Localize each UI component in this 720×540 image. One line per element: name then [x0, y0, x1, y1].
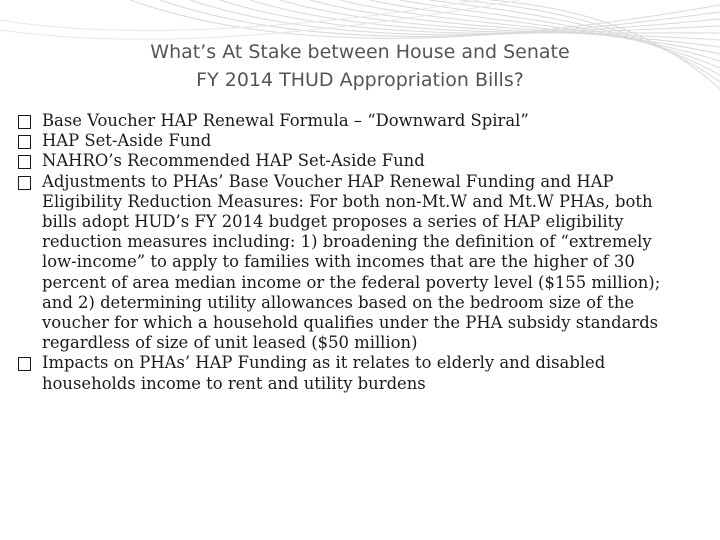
bullet-list [18, 111, 688, 394]
slide-title [60, 38, 660, 94]
bullet-box-icon [18, 111, 42, 131]
bullet-item [18, 353, 688, 393]
title-line-1: What’s At Stake between House and Senate [150, 41, 570, 63]
bullet-box-icon [18, 151, 42, 171]
bullet-item [18, 131, 688, 151]
bullet-box-icon [18, 172, 42, 192]
bullet-item [18, 172, 688, 354]
bullet-item [18, 111, 688, 131]
bullet-text: NAHRO’s Recommended HAP Set-Aside Fund [42, 151, 425, 171]
bullet-text: Impacts on PHAs’ HAP Funding as it relates to elderly and disabled households income to rent and utility burdens [42, 353, 606, 393]
bullet-box-icon [18, 131, 42, 151]
bullet-box-icon [18, 353, 42, 373]
title-line-2: FY 2014 THUD Appropriation Bills? [196, 69, 524, 91]
bullet-text: Base Voucher HAP Renewal Formula – “Downward Spiral” [42, 111, 529, 130]
bullet-item [18, 151, 688, 171]
bullet-text: HAP Set-Aside Fund [42, 131, 212, 151]
bullet-text: Adjustments to PHAs’ Base Voucher HAP Renewal Funding and HAP Eligibility Reduction Measures: For both non-Mt.W and Mt.W PHAs, both bills adopt HUD’s FY 2014 budget proposes a series of HAP eligibility reduction measures including: 1) broadening the definition of “extremely low-income” to apply to families with incomes that are the higher of 30 percent of area median income or the federal poverty level ($155 million); and 2) determining utility allowances based on the bedroom size of the voucher for which a household qualifies under the PHA subsidy standards regardless of size of unit leased ($50 million) [42, 171, 661, 353]
